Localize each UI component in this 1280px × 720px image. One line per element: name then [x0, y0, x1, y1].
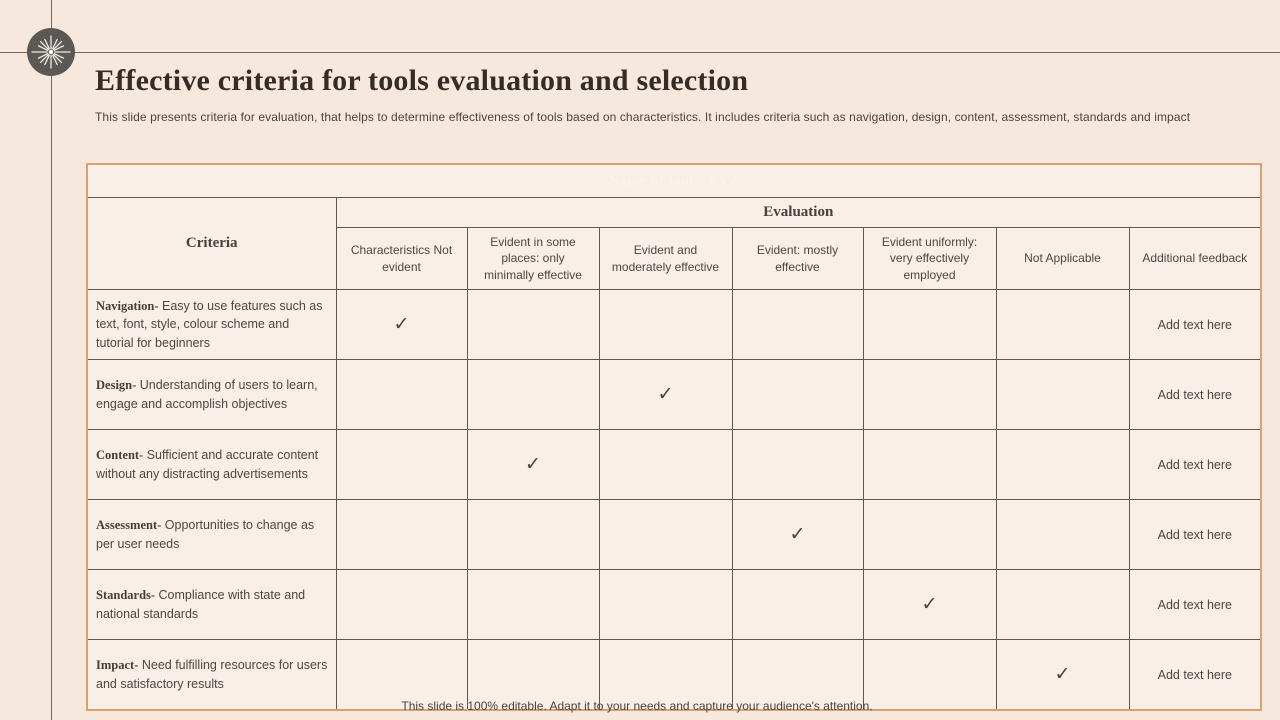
- starburst-icon: [29, 30, 73, 74]
- criteria-term: Content-: [96, 448, 144, 463]
- feedback-placeholder[interactable]: Add text here: [1129, 360, 1261, 430]
- evaluation-header-row: [87, 198, 1261, 228]
- check-cell: [599, 430, 732, 500]
- check-cell: [996, 500, 1129, 570]
- check-cell: [863, 290, 996, 360]
- check-cell: [599, 290, 732, 360]
- starburst-badge: [27, 28, 75, 76]
- check-cell: [863, 430, 996, 500]
- criteria-desc: Compliance with state and national standards: [96, 588, 306, 621]
- footer-note: This slide is 100% editable. Adapt it to your needs and capture your audience's attention.: [401, 699, 873, 713]
- feedback-placeholder[interactable]: Add text here: [1129, 290, 1261, 360]
- criteria-term: Design-: [96, 378, 137, 393]
- check-cell: [996, 360, 1129, 430]
- column-header-characteristics-not-evident: Characteristics Not evident: [336, 228, 467, 290]
- banner-row: [87, 164, 1261, 198]
- criteria-term: Assessment-: [96, 518, 162, 533]
- vertical-accent-line: [51, 0, 52, 720]
- feedback-placeholder[interactable]: Add text here: [1129, 570, 1261, 640]
- criteria-cell: [87, 290, 336, 360]
- page-subtitle: This slide presents criteria for evaluation, that helps to determine effectiveness of tools based on characteristics. It includes criteria such as navigation, design, content, assessment, standards and impact: [95, 110, 1191, 124]
- criteria-term: Standards-: [96, 588, 156, 603]
- criteria-desc: Need fulfilling resources for users and satisfactory results: [96, 658, 328, 691]
- criteria-cell: [87, 430, 336, 500]
- check-cell: [336, 430, 467, 500]
- check-cell: [732, 430, 863, 500]
- table-banner: Name of tool - XYZ: [87, 164, 1261, 198]
- check-cell: [732, 290, 863, 360]
- table-row-assessment: [87, 500, 1261, 570]
- check-cell: [467, 290, 599, 360]
- check-cell: ✓: [863, 570, 996, 640]
- criteria-desc: Understanding of users to learn, engage and accomplish objectives: [96, 378, 318, 411]
- check-cell: [996, 430, 1129, 500]
- check-cell: [336, 360, 467, 430]
- check-cell: [732, 570, 863, 640]
- check-cell: [336, 500, 467, 570]
- feedback-placeholder[interactable]: Add text here: [1129, 430, 1261, 500]
- criteria-header: Criteria: [87, 198, 336, 290]
- check-cell: [599, 500, 732, 570]
- evaluation-table: [86, 163, 1262, 711]
- feedback-placeholder[interactable]: Add text here: [1129, 500, 1261, 570]
- table-row-design: [87, 360, 1261, 430]
- check-cell: [599, 570, 732, 640]
- criteria-cell: [87, 570, 336, 640]
- feedback-placeholder[interactable]: Add text here: [1129, 640, 1261, 711]
- criteria-cell: [87, 360, 336, 430]
- check-cell: [996, 290, 1129, 360]
- column-header-additional-feedback: Additional feedback: [1129, 228, 1261, 290]
- table-row-content: [87, 430, 1261, 500]
- check-cell: ✓: [732, 500, 863, 570]
- column-header-evident-moderately: Evident and moderately effective: [599, 228, 732, 290]
- table-row-standards: [87, 570, 1261, 640]
- table-row-navigation: [87, 290, 1261, 360]
- criteria-cell: [87, 500, 336, 570]
- criteria-term: Impact-: [96, 658, 139, 673]
- check-cell: ✓: [599, 360, 732, 430]
- criteria-term: Navigation-: [96, 299, 159, 314]
- check-cell: ✓: [336, 290, 467, 360]
- evaluation-header: Evaluation: [336, 198, 1261, 228]
- check-cell: ✓: [467, 430, 599, 500]
- column-header-not-applicable: Not Applicable: [996, 228, 1129, 290]
- check-cell: [863, 500, 996, 570]
- column-header-evident-uniformly: Evident uniformly: very effectively employed: [863, 228, 996, 290]
- criteria-desc: Sufficient and accurate content without any distracting advertisements: [96, 448, 319, 481]
- criteria-desc: Opportunities to change as per user needs: [96, 518, 315, 551]
- check-cell: [996, 570, 1129, 640]
- column-header-evident-some-places: Evident in some places: only minimally effective: [467, 228, 599, 290]
- check-cell: [467, 500, 599, 570]
- check-cell: [863, 360, 996, 430]
- column-header-evident-mostly: Evident: mostly effective: [732, 228, 863, 290]
- horizontal-accent-line: [0, 52, 1280, 53]
- check-cell: [467, 360, 599, 430]
- check-cell: [467, 570, 599, 640]
- check-cell: [336, 570, 467, 640]
- check-cell: ✓: [996, 640, 1129, 711]
- check-cell: [732, 360, 863, 430]
- page-title: Effective criteria for tools evaluation and selection: [95, 64, 749, 97]
- criteria-desc: Easy to use features such as text, font, style, colour scheme and tutorial for beginners: [96, 299, 323, 350]
